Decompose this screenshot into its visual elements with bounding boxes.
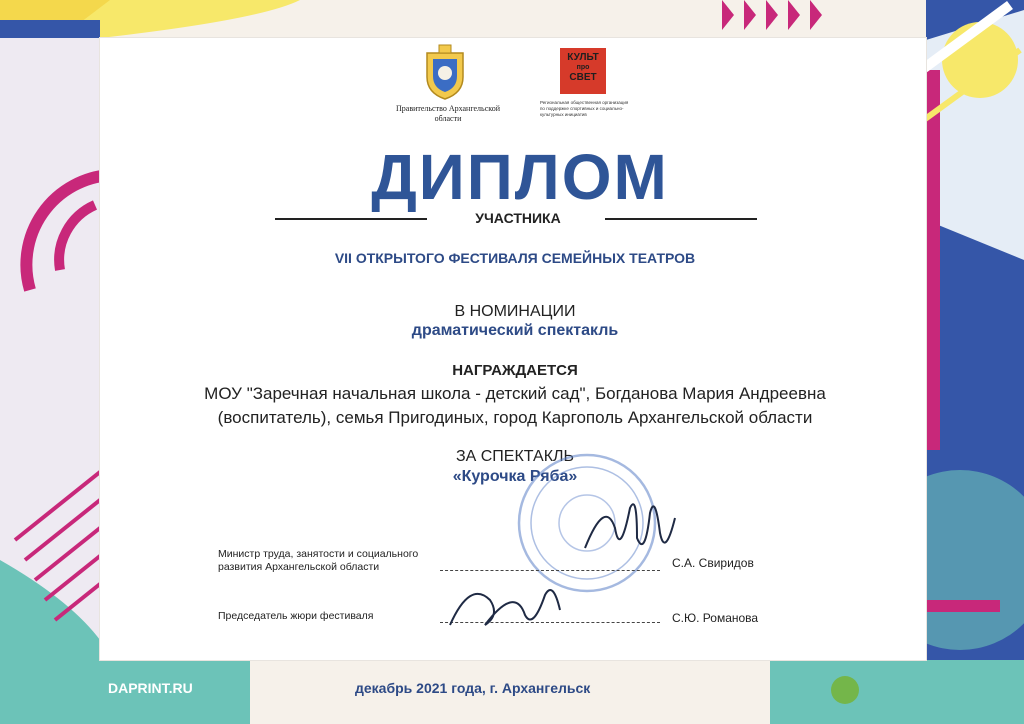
- signature-1-icon: [575, 488, 685, 568]
- play-label: ЗА СПЕКТАКЛЬ: [455, 448, 575, 465]
- government-label: Правительство Архангельской области: [395, 104, 501, 123]
- coat-of-arms-icon: [419, 43, 471, 101]
- footer-site: DAPRINT.RU: [108, 680, 193, 696]
- subtitle-rule-right: [605, 218, 757, 220]
- diploma-title: ДИПЛОМ: [371, 141, 669, 213]
- signatory-1-name: С.А. Свиридов: [672, 556, 754, 570]
- diploma-subtitle: УЧАСТНИКА: [475, 210, 561, 226]
- signatory-1-role: Министр труда, занятости и социального развития Архангельской области: [218, 548, 419, 573]
- kult-pro-svet-logo: [560, 48, 606, 94]
- recipient-line-2: (воспитатель), семья Пригодиных, город Каргополь Архангельской области: [217, 408, 813, 427]
- signature-2-icon: [445, 570, 565, 640]
- festival-name: VII ОТКРЫТОГО ФЕСТИВАЛЯ СЕМЕЙНЫХ ТЕАТРОВ: [334, 250, 696, 266]
- kult-logo-word-1: КУЛЬТ: [567, 52, 599, 63]
- nomination-value: драматический спектакль: [411, 322, 619, 339]
- play-title: «Курочка Ряба»: [452, 468, 578, 485]
- subtitle-rule-left: [275, 218, 427, 220]
- kult-logo-word-2: про: [576, 64, 590, 71]
- awarded-label: НАГРАЖДАЕТСЯ: [452, 362, 578, 379]
- recipient-line-1: МОУ "Заречная начальная школа - детский сад", Богданова Мария Андреевна: [204, 384, 826, 403]
- footer-date-place: декабрь 2021 года, г. Архангельск: [355, 680, 591, 696]
- nomination-label: В НОМИНАЦИИ: [454, 303, 576, 320]
- signatory-2-name: С.Ю. Романова: [672, 611, 759, 625]
- kult-logo-word-3: СВЕТ: [569, 72, 597, 83]
- kult-organization-label: Региональная общественная организация по поддержке спортивных и социально-культурных инициатив: [540, 100, 629, 117]
- signatory-2-role: Председатель жюри фестиваля: [218, 610, 374, 622]
